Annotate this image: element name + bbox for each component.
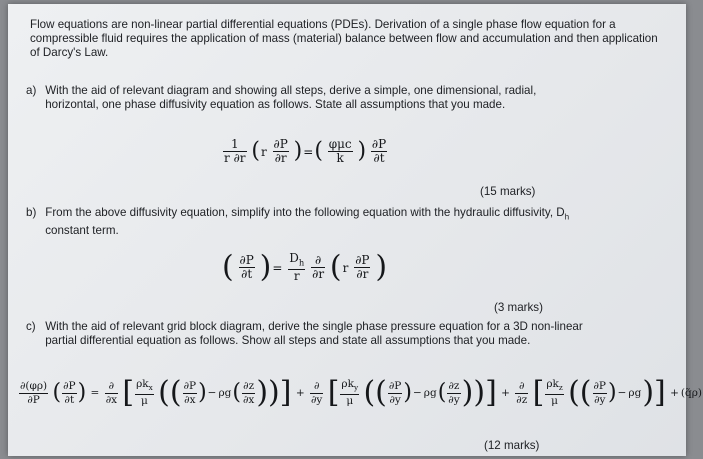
question-a-label: a)	[26, 84, 37, 97]
question-c-text: With the aid of relevant grid block diagram, derive the single phase pressure equation for a 3D non-linear partial differential equation as follows. Show all steps and state all assumptions that you made.	[45, 320, 583, 347]
question-c	[26, 320, 666, 348]
question-c-label: c)	[26, 320, 36, 333]
document-page	[8, 4, 702, 456]
pressure-equation-3d: $\frac{\partial(\varphi\rho)}{\partial P}$ ( $\frac{\partial P}{\partial t}$ ) = $\frac{\partial}{\partial x}$ [ $\frac{\rho k_x}{\mu}$ (( $\frac{\partial P}{\partial x}$ )− ρg( $\frac{\partial z}{\partial x}$ ))] + $\frac{\partial}{\partial y}$ [ $\frac{\rho k_y}{\mu}$ (( $\frac{\partial P}{\partial y}$ )− ρg( $\frac{\partial z}{\partial y}$ ))] + $\frac{\partial}{\partial z}$ [ $\frac{\rho k_z}{\mu}$ (( $\frac{\partial P}{\partial y}$ )− ρg)] + (q̃ρ)	[20, 375, 702, 411]
question-b-label: b)	[26, 206, 37, 219]
diffusivity-equation-hydraulic: ( $\frac{\partial P}{\partial t}$ )= $\frac{D_h}{r}$ $\frac{\partial}{\partial r}$ (r $\frac{\partial P}{\partial r}$ )	[222, 249, 388, 285]
question-b: b) From the above diffusivity equation, simplify into the following equation with the hydraulic diffusivity, $D_h$ constant term.	[26, 206, 570, 238]
question-a-marks: (15 marks)	[480, 185, 536, 198]
intro-paragraph: Flow equations are non-linear partial differential equations (PDEs). Derivation of a single phase flow equation for a compressible fluid requires the application of mass (material) balance between flow and accumulation and then application of Darcy's Law.	[30, 18, 658, 59]
question-a-text: With the aid of relevant diagram and showing all steps, derive a simple, one dimensional, radial, horizontal, one phase diffusivity equation as follows. State all assumptions that you made.	[45, 84, 537, 111]
question-b-text: From the above diffusivity equation, simplify into the following equation with the hydraulic diffusivity, D	[45, 206, 565, 219]
diffusivity-equation-radial: $\frac{1}{r \partial r}$ (r $\frac{\partial P}{\partial r}$ )=( $\frac{\text{φμc}}{k}$ ) $\frac{\partial P}{\partial t}$	[224, 137, 387, 165]
question-a	[26, 84, 666, 112]
question-b-marks: (3 marks)	[494, 301, 543, 314]
question-c-marks: (12 marks)	[484, 439, 540, 452]
